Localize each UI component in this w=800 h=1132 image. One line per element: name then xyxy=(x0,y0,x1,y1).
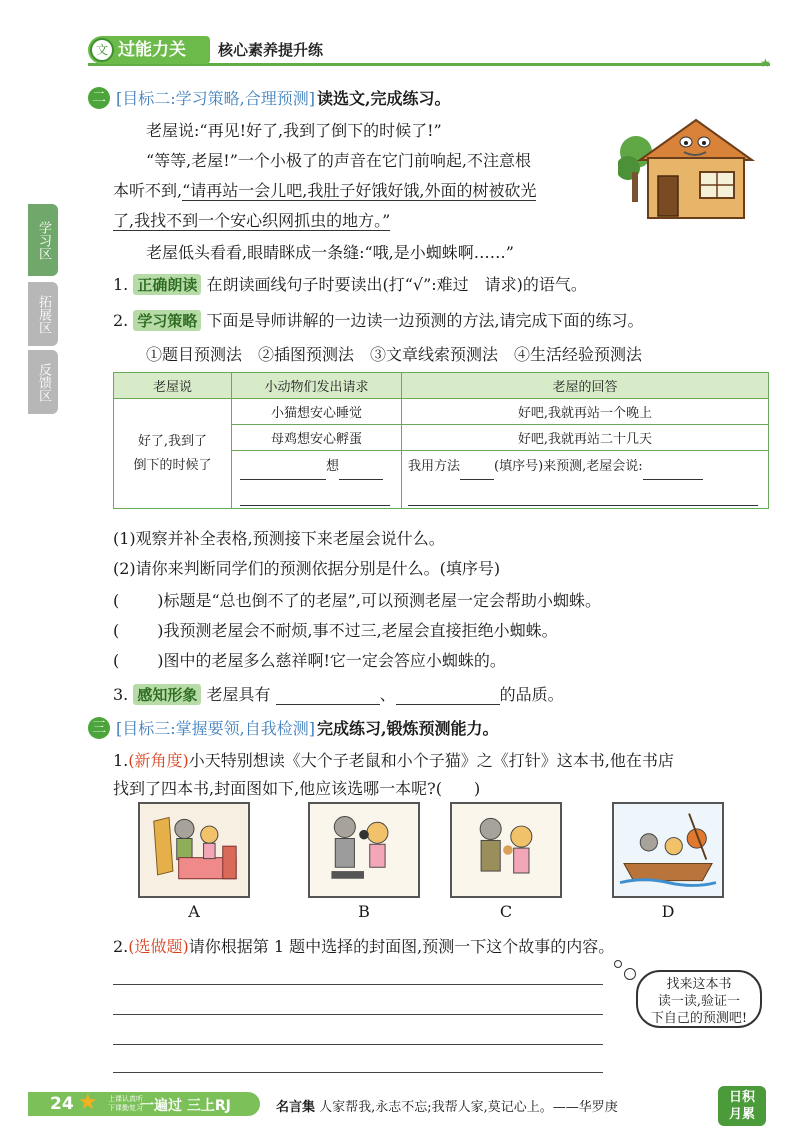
question-number: 2. xyxy=(113,937,129,956)
page-footer xyxy=(28,1086,770,1126)
footer-motto-line: 下课勤复习 xyxy=(108,1104,143,1112)
quote-text: 人家帮我,永志不忘;我帮人家,莫记心上。——华罗庚 xyxy=(319,1100,618,1115)
header-logo: 文 xyxy=(90,38,114,62)
prediction-methods: ①题目预测法 ②插图预测法 ③文章线索预测法 ④生活经验预测法 xyxy=(146,345,643,364)
question-text: 在朗读画线句子时要读出(打“√”:难过 请求)的语气。 xyxy=(206,275,587,294)
bubble-line: 读一读,验证一 xyxy=(657,994,741,1009)
table-header: 小动物们发出请求 xyxy=(232,373,402,399)
table-cell-text: 我用方法 xyxy=(408,458,461,474)
section-3-task: 完成练习,锻炼预测能力。 xyxy=(316,719,499,738)
answer-line[interactable] xyxy=(113,984,603,985)
section-2-goal: [目标二:学习策略,合理预测] xyxy=(116,89,315,108)
star-icon: ★ xyxy=(78,1090,98,1115)
passage-p2c xyxy=(113,208,390,231)
cover-label-a[interactable]: A xyxy=(188,902,200,921)
page-header xyxy=(88,36,770,68)
answer-line[interactable] xyxy=(113,1072,603,1073)
side-tab-feedback[interactable]: 反馈区 xyxy=(28,350,58,414)
famous-quote xyxy=(276,1096,618,1115)
question-2-1 xyxy=(113,272,587,295)
judge-item xyxy=(113,618,558,641)
judge-item xyxy=(113,648,506,671)
table-cell: 小猫想安心睡觉 xyxy=(232,399,402,425)
table-cell-text: (填序号)来预测,老屋会说: xyxy=(494,458,643,474)
question-3-1-line1 xyxy=(113,748,674,771)
question-text: 小天特别想读《大个子老鼠和小个子猫》之《打针》这本书,他在书店 xyxy=(188,751,674,770)
table-cell-fill-answer[interactable] xyxy=(402,451,769,509)
table-cell-text: 倒下的时候了 xyxy=(133,457,212,473)
question-3-1-line2: 找到了四本书,封面图如下,他应该选哪一本呢?( ) xyxy=(113,779,481,798)
cover-label-b[interactable]: B xyxy=(358,902,370,921)
old-house-illustration xyxy=(618,112,758,224)
section-3-header xyxy=(88,716,499,739)
footer-motto-line: 上课认真听 xyxy=(108,1095,143,1103)
table-cell-old-house-says xyxy=(114,399,232,509)
passage-p2b xyxy=(113,178,536,201)
paren-open: ( xyxy=(113,591,120,610)
question-text: 请你根据第 1 题中选择的封面图,预测一下这个故事的内容。 xyxy=(188,937,615,956)
side-tab-study[interactable]: 学习区 xyxy=(28,204,58,276)
section-2-header xyxy=(88,86,451,109)
paren-close: ) xyxy=(157,651,164,670)
bubble-dot xyxy=(614,960,622,968)
paren-open: ( xyxy=(113,651,120,670)
judge-text: 图中的老屋多么慈祥啊!它一定会答应小蜘蛛的。 xyxy=(163,651,506,670)
bubble-line: 找来这本书 xyxy=(666,977,732,992)
badge-line: 日积 xyxy=(728,1090,755,1105)
passage-p3: 老屋低头看看,眼睛眯成一条缝:“哦,是小蜘蛛啊……” xyxy=(146,243,514,262)
answer-line[interactable] xyxy=(113,1014,603,1015)
answer-blank[interactable] xyxy=(276,691,380,705)
answer-blank[interactable] xyxy=(396,691,500,705)
cover-label-d[interactable]: D xyxy=(661,902,675,921)
question-number: 1. xyxy=(113,751,129,770)
question-number: 3. xyxy=(113,685,129,704)
question-tag: 学习策略 xyxy=(133,310,201,331)
table-cell: 好吧,我就再站一个晚上 xyxy=(402,399,769,425)
question-2-3 xyxy=(113,682,564,705)
passage-underlined-2: 了,我找不到一个安心织网抓虫的地方。” xyxy=(113,211,391,230)
prediction-table xyxy=(113,372,769,509)
cover-a-image[interactable] xyxy=(138,802,250,898)
table-cell-fill-request[interactable] xyxy=(232,451,402,509)
passage-underlined-1: “请再站一会儿吧,我肚子好饿好饿,外面的树被砍光 xyxy=(182,181,537,200)
judge-text: 标题是“总也倒不了的老屋”,可以预测老屋一定会帮助小蜘蛛。 xyxy=(163,591,601,610)
passage-p2a: “等等,老屋!”一个小极了的声音在它门前响起,不注意根 xyxy=(146,151,531,170)
quote-label: 名言集 xyxy=(276,1100,316,1115)
section-3-number: 三 xyxy=(88,717,110,739)
separator: 、 xyxy=(379,685,396,704)
question-text: 下面是导师讲解的一边读一边预测的方法,请完成下面的练习。 xyxy=(206,311,644,330)
footer-motto xyxy=(108,1095,143,1113)
table-row xyxy=(114,399,769,425)
side-tab-extend[interactable]: 拓展区 xyxy=(28,282,58,346)
question-tag-new-angle: (新角度) xyxy=(128,751,189,770)
bubble-line: 下自己的预测吧! xyxy=(650,1011,748,1026)
daily-badge xyxy=(718,1086,766,1126)
question-2-2 xyxy=(113,308,644,331)
section-2-task: 读选文,完成练习。 xyxy=(316,89,451,108)
question-3-2 xyxy=(113,934,614,957)
page-number: 24 xyxy=(50,1094,74,1114)
judge-item xyxy=(113,588,601,611)
question-tag: 感知形象 xyxy=(133,684,201,705)
sub-question-2: (2)请你来判断同学们的预测依据分别是什么。(填序号) xyxy=(113,559,501,578)
section-2-number: 二 xyxy=(88,87,110,109)
paren-close: ) xyxy=(157,591,164,610)
table-cell-text: 想 xyxy=(326,458,340,474)
header-tag-label: 过能力关 xyxy=(118,40,186,60)
question-tag: 正确朗读 xyxy=(133,274,201,295)
question-tag-optional: (选做题) xyxy=(128,937,189,956)
table-cell: 母鸡想安心孵蛋 xyxy=(232,425,402,451)
star-icon: ★ xyxy=(760,56,771,70)
table-header-row xyxy=(114,373,769,399)
table-header: 老屋说 xyxy=(114,373,232,399)
passage-p2b-plain: 本听不到, xyxy=(113,181,183,200)
badge-line: 月累 xyxy=(728,1107,755,1122)
question-number: 1. xyxy=(113,275,129,294)
paren-close: ) xyxy=(157,621,164,640)
section-3-goal: [目标三:掌握要领,自我检测] xyxy=(116,719,315,738)
header-subtitle: 核心素养提升练 xyxy=(218,41,324,59)
question-number: 2. xyxy=(113,311,129,330)
table-header: 老屋的回答 xyxy=(402,373,769,399)
question-text: 的品质。 xyxy=(499,685,564,704)
cover-c-image[interactable] xyxy=(450,802,562,898)
series-name: 一遍过 三上RJ xyxy=(140,1098,231,1114)
question-text: 老屋具有 xyxy=(206,685,271,704)
answer-line[interactable] xyxy=(113,1044,603,1045)
thought-bubble xyxy=(636,970,762,1028)
table-cell-text: 好了,我到了 xyxy=(137,433,208,449)
cover-b-image[interactable] xyxy=(308,802,420,898)
passage-p1: 老屋说:“再见!好了,我到了倒下的时候了!” xyxy=(146,121,442,140)
sub-question-1: (1)观察并补全表格,预测接下来老屋会说什么。 xyxy=(113,529,445,548)
paren-open: ( xyxy=(113,621,120,640)
table-cell: 好吧,我就再站二十几天 xyxy=(402,425,769,451)
cover-label-c[interactable]: C xyxy=(499,902,513,921)
cover-d-image[interactable] xyxy=(612,802,724,898)
judge-text: 我预测老屋会不耐烦,事不过三,老屋会直接拒绝小蜘蛛。 xyxy=(163,621,558,640)
bubble-dot xyxy=(624,968,636,980)
